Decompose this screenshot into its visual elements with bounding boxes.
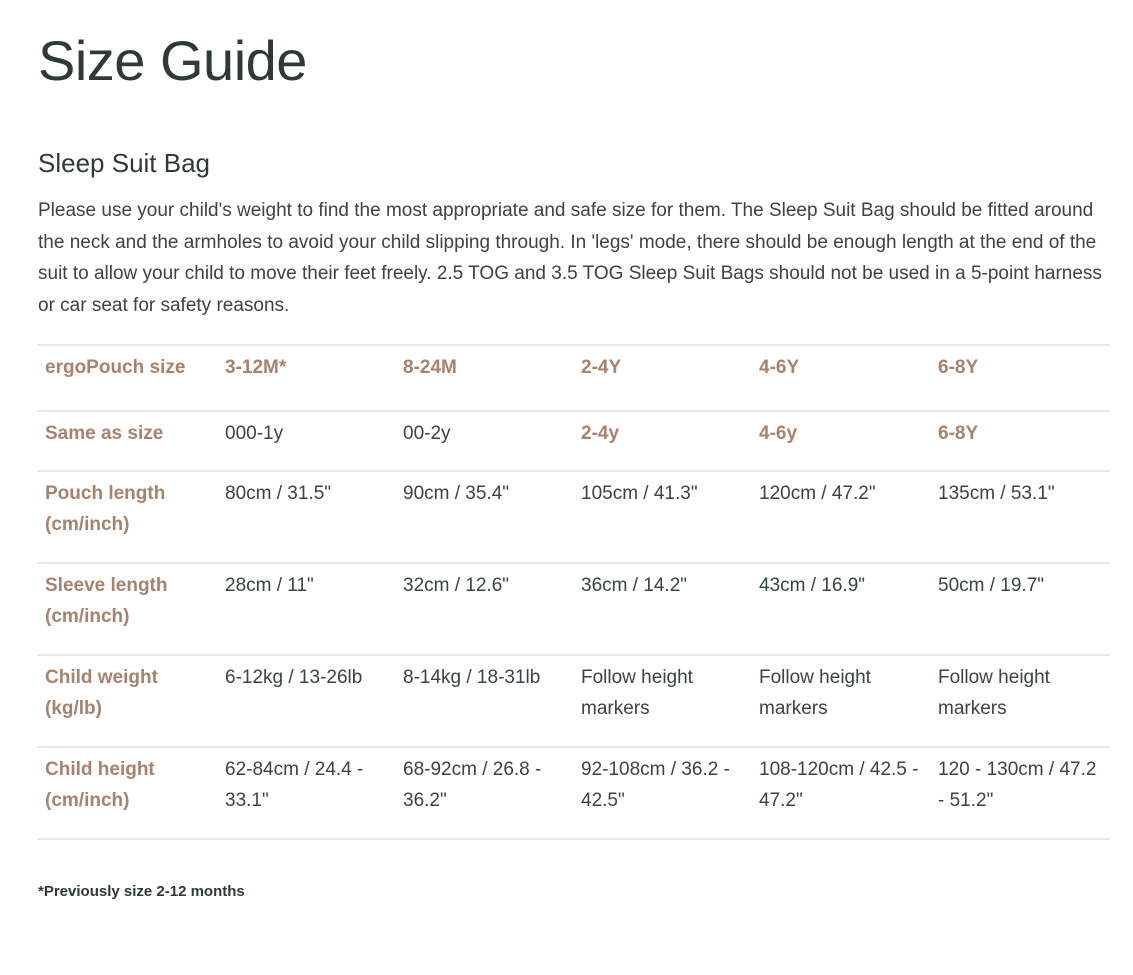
table-cell: 4-6y	[759, 423, 798, 444]
size-guide-description: Please use your child's weight to find the most appropriate and safe size for them. The Sleep Suit Bag should be fitted around the neck and the armholes to avoid your child slipping through. In 'legs' mode, there should be enough length at the end of the suit to allow your child to move their feet freely. 2.5 TOG and 3.5 TOG Sleep Suit Bags should not be used in a 5-point harness or car seat for safety reasons.	[38, 200, 1102, 316]
table-cell: 00-2y	[403, 423, 451, 444]
table-cell: 2-4y	[581, 423, 620, 444]
table-cell: 000-1y	[225, 423, 284, 444]
section-title: Sleep Suit Bag	[38, 148, 211, 178]
table-row-same-as-size	[37, 411, 1110, 471]
table-cell: 28cm / 11"	[225, 575, 314, 596]
table-cell: 120cm / 47.2"	[759, 483, 876, 504]
table-cell: 90cm / 35.4"	[403, 483, 510, 504]
table-cell: Follow height markers	[581, 667, 693, 719]
table-cell: 92-108cm / 36.2 - 42.5"	[581, 759, 730, 811]
row-label: Pouch length (cm/inch)	[45, 483, 166, 535]
row-label: Same as size	[45, 423, 164, 444]
table-row-child-weight	[37, 655, 1110, 747]
table-cell: 68-92cm / 26.8 - 36.2"	[403, 759, 542, 811]
size-header-2-4y: 2-4Y	[581, 357, 622, 378]
table-row-pouch-length	[37, 471, 1110, 563]
size-table	[37, 344, 1110, 840]
footnote: *Previously size 2-12 months	[38, 883, 245, 900]
table-cell: 8-14kg / 18-31lb	[403, 667, 541, 688]
row-label: Child height (cm/inch)	[45, 759, 155, 811]
table-cell: 108-120cm / 42.5 - 47.2"	[759, 759, 919, 811]
table-cell: 62-84cm / 24.4 - 33.1"	[225, 759, 364, 811]
table-header-row	[37, 345, 1110, 411]
table-row-child-height	[37, 747, 1110, 839]
table-cell: 80cm / 31.5"	[225, 483, 332, 504]
table-cell: 32cm / 12.6"	[403, 575, 510, 596]
size-header-8-24m: 8-24M	[403, 357, 457, 378]
size-header-3-12m: 3-12M*	[225, 357, 287, 378]
table-cell: 50cm / 19.7"	[938, 575, 1045, 596]
table-cell: 6-12kg / 13-26lb	[225, 667, 363, 688]
row-label: Sleeve length (cm/inch)	[45, 575, 168, 627]
table-cell: 135cm / 53.1"	[938, 483, 1055, 504]
table-cell: 43cm / 16.9"	[759, 575, 866, 596]
size-header-4-6y: 4-6Y	[759, 357, 800, 378]
table-cell: Follow height markers	[938, 667, 1050, 719]
table-cell: 120 - 130cm / 47.2 - 51.2"	[938, 759, 1097, 811]
page-title: Size Guide	[38, 29, 307, 92]
header-label: ergoPouch size	[45, 357, 186, 378]
table-cell: 36cm / 14.2"	[581, 575, 688, 596]
table-cell: 6-8Y	[938, 423, 979, 444]
table-row-sleeve-length	[37, 563, 1110, 655]
table-cell: 105cm / 41.3"	[581, 483, 698, 504]
row-label: Child weight (kg/lb)	[45, 667, 158, 719]
size-header-6-8y: 6-8Y	[938, 357, 979, 378]
table-cell: Follow height markers	[759, 667, 871, 719]
